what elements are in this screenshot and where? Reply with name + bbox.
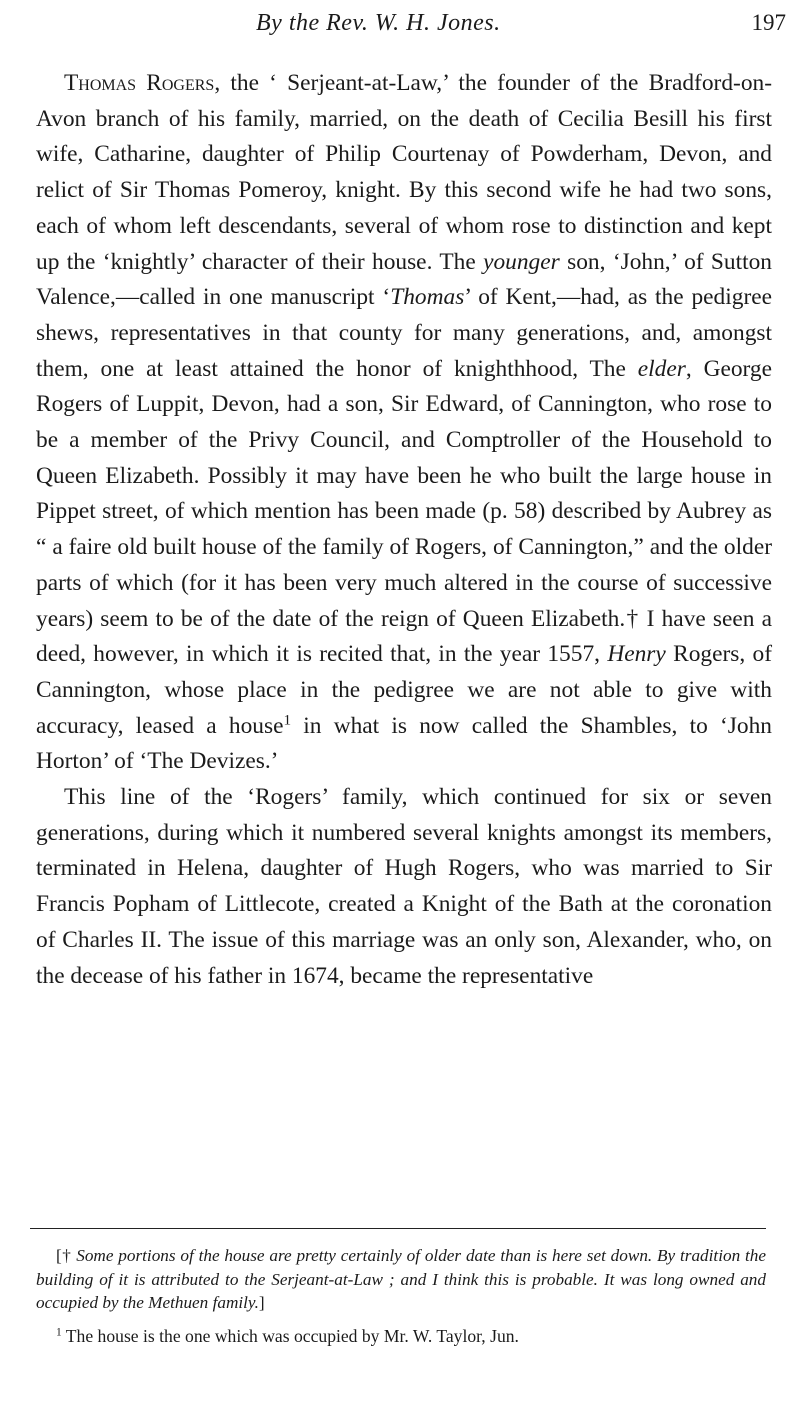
paragraph-1	[36, 66, 772, 780]
footnote-ref-1: 1	[283, 711, 292, 729]
footnote-dagger-text: Some portions of the house are pretty certainly of older date than is here set down. By tradition the building of it is attributed to the Serjeant-at-Law ; and I think this is probable. It was long owned and occupied by the Methuen family.	[36, 1246, 766, 1312]
footnote-dagger-close: ]	[258, 1293, 265, 1312]
footnote-1-text: The house is the one which was occupied by Mr. W. Taylor, Jun.	[61, 1325, 519, 1346]
italic-thomas: Thomas	[390, 284, 465, 311]
paragraph-1-text-c: ’ of Kent,—had, as the pedigree shews, representatives in that county for many generations, and, amongst them, one at least attained the honor of knighthhood, The	[36, 284, 772, 382]
body-text	[36, 66, 772, 994]
paragraph-1-text-d: , George Rogers of Luppit, Devon, had a son, Sir Edward, of Cannington, who rose to be a member of the Privy Council, and Comptroller of the Household to Queen Elizabeth. Possibly it may have been he who built the large house in Pippet street, of which mention has been made (p. 58) described by Aubrey as “ a faire old built house of the family of Rogers, of Cannington,” and the older parts of which (for it has been very much altered in the course of successive years) seem to be of the date of the reign of Queen Elizabeth.† I have seen a deed, however, in which it is recited that, in the year 1557,	[36, 355, 772, 668]
italic-elder: elder	[637, 355, 686, 382]
footnote-1	[30, 1325, 766, 1349]
running-title: By the Rev. W. H. Jones.	[256, 10, 501, 36]
paragraph-2: This line of the ‘Rogers’ family, which continued for six or seven generations, during which it numbered several knights amongst its members, terminated in Helena, daughter of Hugh Rogers, who was married to Sir Francis Popham of Littlecote, created a Knight of the Bath at the coronation of Charles II. The issue of this marriage was an only son, Alexander, who, on the decease of his father in 1674, became the representative	[36, 784, 772, 989]
footnote-dagger	[30, 1244, 766, 1315]
footnote-divider	[30, 1228, 766, 1229]
paragraph-1-text-a: , the ‘ Serjeant-at-Law,’ the founder of the Bradford-on-Avon branch of his family, married, on the death of Cecilia Besill his first wife, Catharine, daughter of Philip Courtenay of Powderham, Devon, and relict of Sir Thomas Pomeroy, knight. By this second wife he had two sons, each of whom left descendants, several of whom rose to distinction and kept up the ‘knightly’ character of their house. The	[36, 70, 772, 275]
paragraph-1-text-f: in what is now called the Shambles, to ‘John Horton’ of ‘The Devizes.’	[36, 712, 772, 775]
footnote-dagger-open: [†	[56, 1246, 77, 1265]
paragraph-1-text-e: Rogers, of Cannington, whose place in the pedigree we are not able to give with accuracy, leased a house	[36, 641, 772, 739]
running-head	[36, 10, 788, 40]
lead-name: Thomas Rogers	[64, 70, 215, 96]
footnote-1-mark: 1	[56, 1326, 62, 1339]
paragraph-1-text-b: son, ‘John,’ of Sutton Valence,—called in one manuscript ‘	[36, 248, 773, 311]
footnotes	[30, 1244, 766, 1348]
italic-younger: younger	[483, 248, 560, 275]
italic-henry: Henry	[607, 641, 666, 668]
page-number: 197	[751, 10, 786, 35]
